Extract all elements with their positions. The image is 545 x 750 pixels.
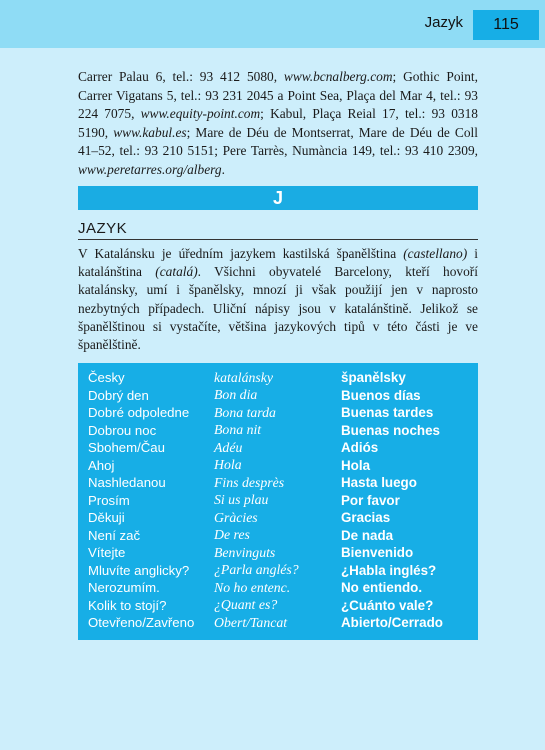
address-text-italic-run: www.peretarres.org/alberg bbox=[78, 161, 222, 177]
phrase-catalan: Obert/Tancat bbox=[214, 614, 288, 630]
intro-text-italic-run: (castellano) bbox=[403, 246, 468, 261]
address-text-italic-run: www.kabul.es bbox=[113, 124, 187, 140]
phrase-row bbox=[88, 527, 478, 545]
phrase-czech: Dobrou noc bbox=[88, 422, 157, 438]
phrase-spanish: Gracias bbox=[341, 510, 391, 526]
phrase-catalan: ¿Parla anglés? bbox=[214, 562, 299, 578]
address-text-run: . bbox=[221, 161, 225, 177]
phrase-catalan: De res bbox=[214, 527, 250, 543]
phrase-spanish: Por favor bbox=[341, 492, 400, 508]
phrase-catalan: Bon dia bbox=[214, 387, 258, 403]
phrase-row bbox=[88, 597, 478, 615]
phrase-row bbox=[88, 562, 478, 580]
address-text-run: Carrer Palau 6, tel.: 93 412 5080, bbox=[78, 69, 284, 84]
running-header-section: Jazyk bbox=[424, 14, 463, 31]
address-text-run: ; Gothic Point, Carrer Vigatans 5, tel.: 93 231 2045 a Point Sea, Plaça del Mar 4, tel.: 93 224 7075, bbox=[78, 69, 478, 121]
phrase-row bbox=[88, 439, 478, 457]
phrase-row bbox=[88, 369, 478, 387]
phrase-catalan: Gràcies bbox=[214, 509, 258, 525]
intro-text-italic-run: (catalá) bbox=[155, 264, 198, 280]
intro-text-run: V Katalánsku je úředním jazykem kastilská španělština bbox=[78, 246, 404, 261]
phrase-catalan: Si us plau bbox=[214, 492, 269, 508]
address-paragraph bbox=[78, 68, 478, 179]
phrase-spanish: Buenas noches bbox=[341, 422, 440, 438]
address-text-italic-run: www.bcnalberg.com bbox=[283, 69, 393, 84]
phrase-spanish: De nada bbox=[341, 527, 394, 543]
phrase-row bbox=[88, 614, 478, 632]
phrase-spanish: Adiós bbox=[341, 440, 379, 456]
intro-paragraph bbox=[78, 245, 478, 354]
phrase-czech: Nashledanou bbox=[88, 475, 166, 491]
phrase-catalan: ¿Quant es? bbox=[214, 597, 278, 613]
phrase-row bbox=[88, 579, 478, 597]
phrase-czech: Nerozumím. bbox=[88, 580, 160, 596]
phrase-catalan: katalánsky bbox=[214, 369, 274, 385]
phrase-spanish: Hola bbox=[341, 457, 371, 473]
phrase-table bbox=[78, 363, 478, 640]
phrase-catalan: Bona nit bbox=[214, 422, 262, 438]
phrase-czech: Vítejte bbox=[88, 545, 126, 561]
phrase-row bbox=[88, 492, 478, 510]
phrase-spanish: Hasta luego bbox=[341, 475, 417, 491]
phrase-catalan: Benvinguts bbox=[214, 544, 276, 560]
phrase-czech: Česky bbox=[88, 370, 125, 386]
phrase-czech: Sbohem/Čau bbox=[88, 440, 165, 456]
address-text-run: ; Kabul, Plaça Reial 17, tel.: 93 0318 5190, bbox=[78, 106, 478, 140]
phrase-czech: Prosím bbox=[88, 492, 130, 508]
phrase-row bbox=[88, 422, 478, 440]
phrase-czech: Děkuji bbox=[88, 510, 125, 526]
phrase-catalan: Hola bbox=[214, 457, 242, 473]
phrase-czech: Není zač bbox=[88, 527, 141, 543]
phrase-row bbox=[88, 509, 478, 527]
phrase-catalan: No ho entenc. bbox=[214, 579, 291, 595]
phrase-czech: Dobrý den bbox=[88, 387, 149, 403]
phrase-spanish: No entiendo. bbox=[341, 580, 423, 596]
phrase-spanish: španělsky bbox=[341, 370, 406, 386]
page-header bbox=[0, 0, 545, 48]
phrase-czech: Dobré odpoledne bbox=[88, 405, 190, 421]
phrase-row bbox=[88, 404, 478, 422]
phrase-catalan: Fins desprès bbox=[214, 474, 285, 490]
phrase-catalan: Adéu bbox=[214, 439, 243, 455]
address-text-italic-run: www.equity-point.com bbox=[140, 106, 261, 121]
phrase-spanish: Bienvenido bbox=[341, 545, 414, 561]
phrase-row bbox=[88, 544, 478, 562]
address-text-run: ; Mare de Déu de Montserrat, Mare de Déu de Coll 41–52, tel.: 93 210 5151; Pere Tarrès, Numància 149, tel.: 93 410 2309, bbox=[78, 124, 478, 158]
page-number: 115 bbox=[473, 10, 539, 40]
section-heading: JAZYK bbox=[78, 220, 478, 240]
phrase-row bbox=[88, 457, 478, 475]
phrase-catalan: Bona tarda bbox=[214, 404, 276, 420]
phrase-row bbox=[88, 387, 478, 405]
letter-section-bar: J bbox=[78, 186, 478, 210]
phrase-spanish: Abierto/Cerrado bbox=[341, 615, 443, 631]
phrase-czech: Otevřeno/Zavřeno bbox=[88, 615, 195, 631]
phrase-spanish: Buenos días bbox=[341, 387, 421, 403]
intro-text-run: i katalánština bbox=[78, 246, 478, 280]
intro-text-run: . Všichni obyvatelé Barcelony, kteří hovoří katalánsky, umí i španělsky, mnozí ji však použijí jen v naprosto nezbytných případech. Uliční nápisy jsou v katalánštině. Jelikož se španělštinou si vystačíte, většina jazykových tipů v této části je ve španělštině. bbox=[78, 264, 478, 353]
phrase-spanish: ¿Habla inglés? bbox=[341, 562, 437, 578]
phrase-czech: Mluvíte anglicky? bbox=[88, 562, 190, 578]
phrase-czech: Kolik to stojí? bbox=[88, 597, 167, 613]
phrase-spanish: ¿Cuánto vale? bbox=[341, 597, 434, 613]
phrase-spanish: Buenas tardes bbox=[341, 405, 434, 421]
phrase-row bbox=[88, 474, 478, 492]
phrase-czech: Ahoj bbox=[88, 457, 115, 473]
